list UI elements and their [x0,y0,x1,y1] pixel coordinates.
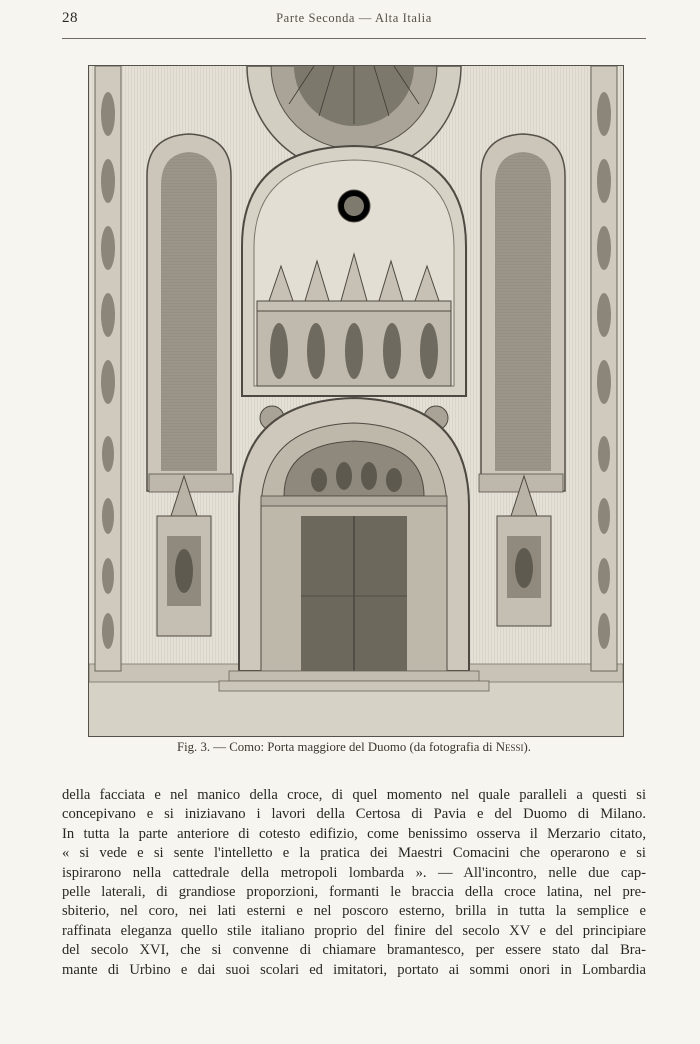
text-line: « si vede e si sente l'intelletto e la pratica dei Maestri Comacini che operarono e si [62,845,646,862]
text-line: In tutta la parte anteriore di cotesto edifizio, come benissimo osserva il Merzario citato, [62,825,646,842]
text-line: raffinata eleganza quello stile italiano proprio del finire del secolo XV e del principiare [62,922,646,939]
running-title: Parte Seconda — Alta Italia [276,11,432,25]
main-door [301,516,407,676]
caption-credit: Nessi [495,740,524,754]
header-rule [62,38,646,39]
figure-engraving-como-cathedral-portal [88,65,624,737]
figure-caption [62,740,646,755]
text-line: pelle laterali, di grandiose proporzioni, formanti le braccia della croce latina, nel pre- [62,883,646,900]
page-header [62,8,646,30]
body-paragraph [62,786,646,980]
page-number: 28 [62,10,78,26]
text-line: ispirarono nella cattedrale della metropoli lombarda ». — All'incontro, nelle due cap- [62,864,646,881]
right-pilaster [591,66,617,671]
statue-niches [257,311,451,386]
text-line: concepivano e si iniziavano i lavori della Certosa di Pavia e del Duomo di Milano. [62,806,646,823]
caption-text: Fig. 3. — Como: Porta maggiore del Duomo (da fotografia di [176,740,496,754]
text-line: del secolo XVI, che si convenne di chiamare bramantesco, per essere stato dal Bra- [62,942,646,959]
portal-steps [219,671,489,691]
text-line: sbiterio, nel coro, nei lati esterni e nel poscoro esterno, brilla in tutta la semplice e [62,903,646,920]
engraving-illustration [89,66,623,736]
caption-suffix: ). [523,740,532,754]
text-line: mante di Urbino e dai suoi scolari ed imitatori, portato ai sommi onori in Lombardia [62,961,646,978]
left-tall-window [147,134,233,492]
text-line: della facciata e nel manico della croce, di quel momento nel quale paralleli a questi si [62,787,646,803]
right-tall-window [479,134,565,492]
left-pilaster [95,66,121,671]
